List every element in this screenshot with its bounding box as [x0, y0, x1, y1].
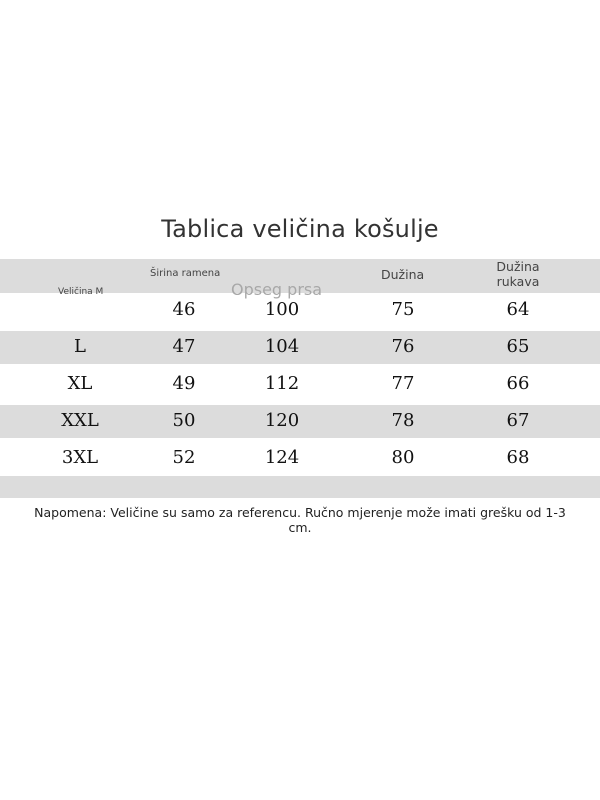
cell-length: 78 — [391, 410, 415, 431]
cell-size: 3XL — [61, 447, 99, 468]
cell-length: 76 — [391, 336, 415, 357]
page-title: Tablica veličina košulje — [161, 215, 439, 243]
header-shoulder: Širina ramena — [150, 268, 221, 279]
header-sleeve: Dužina rukava — [496, 259, 540, 289]
header-length: Dužina — [381, 267, 425, 282]
cell-shoulder: 50 — [172, 410, 196, 431]
cell-sleeve: 65 — [506, 336, 530, 357]
measurement-note: Napomena: Veličine su samo za referencu. Ručno mjerenje može imati grešku od 1-3 cm. — [34, 505, 566, 535]
cell-sleeve: 67 — [506, 410, 530, 431]
footer-band — [0, 476, 600, 498]
cell-shoulder: 49 — [172, 373, 196, 394]
header-chest: Opseg prsa — [231, 280, 323, 299]
cell-chest: 104 — [264, 336, 300, 357]
cell-shoulder: 47 — [172, 336, 196, 357]
cell-sleeve: 64 — [506, 299, 530, 320]
cell-chest: 124 — [264, 447, 300, 468]
cell-chest: 120 — [264, 410, 300, 431]
cell-length: 75 — [391, 299, 415, 320]
cell-chest: 100 — [264, 299, 300, 320]
cell-sleeve: 68 — [506, 447, 530, 468]
header-size: Veličina M — [58, 287, 104, 297]
cell-sleeve: 66 — [506, 373, 530, 394]
cell-size: XXL — [61, 410, 99, 431]
cell-size: XL — [67, 373, 93, 394]
cell-chest: 112 — [264, 373, 300, 394]
cell-length: 80 — [391, 447, 415, 468]
cell-shoulder: 52 — [172, 447, 196, 468]
cell-size: L — [74, 336, 86, 357]
cell-shoulder: 46 — [172, 299, 196, 320]
cell-length: 77 — [391, 373, 415, 394]
